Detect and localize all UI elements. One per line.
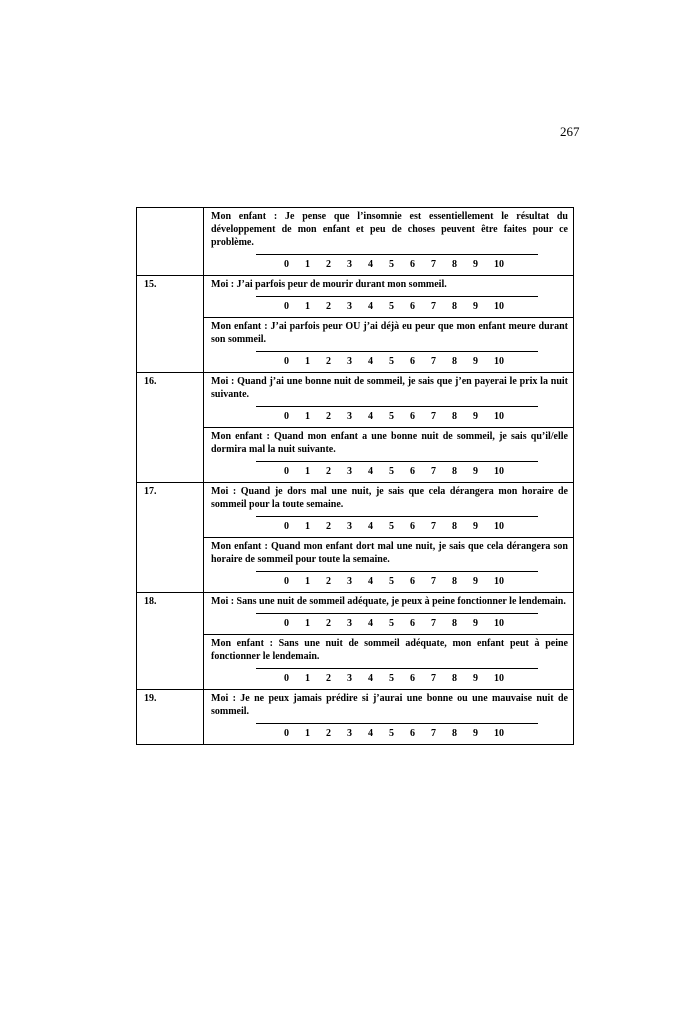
- scale-values: [284, 618, 568, 629]
- scale-value[interactable]: 10: [494, 728, 504, 739]
- scale-value[interactable]: 2: [326, 259, 331, 270]
- scale-value[interactable]: 9: [473, 466, 478, 477]
- scale-value[interactable]: 8: [452, 301, 457, 312]
- scale-value[interactable]: 4: [368, 618, 373, 629]
- statement-text: Mon enfant : Sans une nuit de sommeil adéquate, mon enfant peut à peine fonctionner le lendemain.: [211, 638, 568, 662]
- scale-value[interactable]: 6: [410, 618, 415, 629]
- scale-value[interactable]: 9: [473, 728, 478, 739]
- scale-value[interactable]: 10: [494, 466, 504, 477]
- scale-value[interactable]: 6: [410, 521, 415, 532]
- scale-value[interactable]: 8: [452, 618, 457, 629]
- statement-text: Moi : Je ne peux jamais prédire si j’aurai une bonne ou une mauvaise nuit de sommeil.: [211, 693, 568, 717]
- scale-value[interactable]: 4: [368, 301, 373, 312]
- scale-value[interactable]: 3: [347, 728, 352, 739]
- scale-line: [256, 516, 538, 517]
- scale-value[interactable]: 3: [347, 259, 352, 270]
- statement-text: Moi : J’ai parfois peur de mourir durant mon sommeil.: [211, 279, 447, 290]
- question-cell: [204, 483, 574, 593]
- scale-value[interactable]: 1: [305, 576, 310, 587]
- scale-value[interactable]: 1: [305, 301, 310, 312]
- question-item: [204, 276, 573, 317]
- rating-scale: [211, 571, 568, 587]
- scale-values: [284, 259, 568, 270]
- question-row: [137, 208, 574, 276]
- scale-value[interactable]: 2: [326, 301, 331, 312]
- scale-value[interactable]: 0: [284, 356, 289, 367]
- scale-value[interactable]: 0: [284, 301, 289, 312]
- question-row: [137, 593, 574, 690]
- scale-value[interactable]: 2: [326, 576, 331, 587]
- scale-value[interactable]: 6: [410, 728, 415, 739]
- scale-values: [284, 521, 568, 532]
- scale-values: [284, 673, 568, 684]
- scale-line: [256, 351, 538, 352]
- scale-value[interactable]: 3: [347, 301, 352, 312]
- scale-value[interactable]: 7: [431, 259, 436, 270]
- scale-value[interactable]: 5: [389, 576, 394, 587]
- scale-value[interactable]: 9: [473, 356, 478, 367]
- rating-scale: [211, 461, 568, 477]
- scale-value[interactable]: 5: [389, 356, 394, 367]
- scale-value[interactable]: 10: [494, 301, 504, 312]
- scale-value[interactable]: 10: [494, 356, 504, 367]
- rating-scale: [211, 406, 568, 422]
- question-cell: [204, 373, 574, 483]
- rating-scale: [211, 296, 568, 312]
- question-number: 19.: [137, 690, 204, 745]
- scale-value[interactable]: 9: [473, 259, 478, 270]
- scale-value[interactable]: 2: [326, 618, 331, 629]
- scale-value[interactable]: 9: [473, 618, 478, 629]
- scale-value[interactable]: 0: [284, 576, 289, 587]
- scale-values: [284, 576, 568, 587]
- scale-value[interactable]: 3: [347, 356, 352, 367]
- scale-value[interactable]: 5: [389, 673, 394, 684]
- scale-value[interactable]: 8: [452, 356, 457, 367]
- scale-value[interactable]: 10: [494, 576, 504, 587]
- rating-scale: [211, 351, 568, 367]
- scale-value[interactable]: 7: [431, 576, 436, 587]
- question-item: [204, 317, 573, 372]
- scale-line: [256, 571, 538, 572]
- scale-line: [256, 613, 538, 614]
- scale-value[interactable]: 6: [410, 301, 415, 312]
- scale-value[interactable]: 2: [326, 356, 331, 367]
- scale-line: [256, 254, 538, 255]
- scale-value[interactable]: 10: [494, 411, 504, 422]
- statement-text: Mon enfant : Quand mon enfant a une bonne nuit de sommeil, je sais qu’il/elle dormira mal la nuit suivante.: [211, 431, 568, 455]
- questionnaire-table: [136, 207, 574, 745]
- scale-value[interactable]: 10: [494, 673, 504, 684]
- rating-scale: [211, 613, 568, 629]
- question-number: 17.: [137, 483, 204, 593]
- scale-value[interactable]: 6: [410, 356, 415, 367]
- question-item: [204, 427, 573, 482]
- scale-value[interactable]: 4: [368, 673, 373, 684]
- scale-value[interactable]: 3: [347, 521, 352, 532]
- scale-value[interactable]: 8: [452, 728, 457, 739]
- scale-value[interactable]: 0: [284, 259, 289, 270]
- scale-line: [256, 461, 538, 462]
- scale-value[interactable]: 2: [326, 521, 331, 532]
- scale-value[interactable]: 7: [431, 673, 436, 684]
- scale-values: [284, 301, 568, 312]
- question-cell: [204, 276, 574, 373]
- question-item: [204, 690, 573, 744]
- scale-value[interactable]: 7: [431, 618, 436, 629]
- scale-value[interactable]: 2: [326, 673, 331, 684]
- question-row: [137, 276, 574, 373]
- scale-value[interactable]: 3: [347, 618, 352, 629]
- scale-value[interactable]: 0: [284, 466, 289, 477]
- statement-text: Mon enfant : Je pense que l’insomnie est essentiellement le résultat du développement de mon enfant et peu de choses peuvent être faites pour ce problème.: [211, 211, 568, 248]
- question-cell: [204, 690, 574, 745]
- scale-value[interactable]: 0: [284, 521, 289, 532]
- scale-value[interactable]: 2: [326, 728, 331, 739]
- scale-value[interactable]: 4: [368, 411, 373, 422]
- scale-value[interactable]: 8: [452, 411, 457, 422]
- question-item: [204, 634, 573, 689]
- question-number: 15.: [137, 276, 204, 373]
- scale-value[interactable]: 6: [410, 259, 415, 270]
- scale-value[interactable]: 3: [347, 411, 352, 422]
- scale-value[interactable]: 5: [389, 259, 394, 270]
- scale-value[interactable]: 4: [368, 259, 373, 270]
- rating-scale: [211, 516, 568, 532]
- scale-value[interactable]: 7: [431, 466, 436, 477]
- question-item: [204, 208, 573, 275]
- statement-text: Mon enfant : Quand mon enfant dort mal une nuit, je sais que cela dérangera son horaire de sommeil pour toute la semaine.: [211, 541, 568, 565]
- scale-value[interactable]: 1: [305, 618, 310, 629]
- page-number: 267: [560, 124, 580, 139]
- scale-value[interactable]: 8: [452, 466, 457, 477]
- scale-value[interactable]: 3: [347, 466, 352, 477]
- question-item: [204, 593, 573, 634]
- scale-value[interactable]: 5: [389, 521, 394, 532]
- scale-value[interactable]: 8: [452, 576, 457, 587]
- statement-text: Moi : Quand j’ai une bonne nuit de sommeil, je sais que j’en payerai le prix la nuit suivante.: [211, 376, 568, 400]
- scale-values: [284, 466, 568, 477]
- scale-value[interactable]: 7: [431, 356, 436, 367]
- question-row: [137, 483, 574, 593]
- scale-value[interactable]: 9: [473, 411, 478, 422]
- scale-values: [284, 411, 568, 422]
- rating-scale: [211, 668, 568, 684]
- question-row: [137, 690, 574, 745]
- scale-value[interactable]: 4: [368, 466, 373, 477]
- scale-value[interactable]: 9: [473, 673, 478, 684]
- scale-line: [256, 406, 538, 407]
- scale-value[interactable]: 6: [410, 466, 415, 477]
- scale-values: [284, 728, 568, 739]
- scale-value[interactable]: 9: [473, 301, 478, 312]
- scale-value[interactable]: 3: [347, 576, 352, 587]
- scale-value[interactable]: 7: [431, 521, 436, 532]
- scale-value[interactable]: 5: [389, 618, 394, 629]
- question-item: [204, 537, 573, 592]
- question-cell: [204, 593, 574, 690]
- scale-line: [256, 296, 538, 297]
- scale-value[interactable]: 1: [305, 356, 310, 367]
- scale-values: [284, 356, 568, 367]
- rating-scale: [211, 254, 568, 270]
- scale-value[interactable]: 4: [368, 521, 373, 532]
- statement-text: Moi : Sans une nuit de sommeil adéquate, je peux à peine fonctionner le lendemain.: [211, 596, 566, 607]
- scale-value[interactable]: 4: [368, 356, 373, 367]
- scale-value[interactable]: 0: [284, 728, 289, 739]
- scale-value[interactable]: 8: [452, 521, 457, 532]
- scale-value[interactable]: 10: [494, 618, 504, 629]
- scale-value[interactable]: 9: [473, 521, 478, 532]
- scale-value[interactable]: 0: [284, 411, 289, 422]
- scale-value[interactable]: 5: [389, 301, 394, 312]
- scale-value[interactable]: 8: [452, 673, 457, 684]
- scale-value[interactable]: 1: [305, 673, 310, 684]
- scale-value[interactable]: 7: [431, 728, 436, 739]
- scale-value[interactable]: 4: [368, 576, 373, 587]
- scale-value[interactable]: 5: [389, 728, 394, 739]
- statement-text: Moi : Quand je dors mal une nuit, je sais que cela dérangera mon horaire de sommeil pour la toute semaine.: [211, 486, 568, 510]
- scale-value[interactable]: 3: [347, 673, 352, 684]
- scale-value[interactable]: 1: [305, 466, 310, 477]
- question-number: 18.: [137, 593, 204, 690]
- scale-value[interactable]: 2: [326, 411, 331, 422]
- question-row: [137, 373, 574, 483]
- question-item: [204, 483, 573, 537]
- scale-value[interactable]: 4: [368, 728, 373, 739]
- scale-value[interactable]: 6: [410, 576, 415, 587]
- question-cell: [204, 208, 574, 276]
- scale-value[interactable]: 1: [305, 411, 310, 422]
- scale-line: [256, 668, 538, 669]
- scale-value[interactable]: 1: [305, 521, 310, 532]
- scale-value[interactable]: 7: [431, 411, 436, 422]
- scale-value[interactable]: 2: [326, 466, 331, 477]
- question-number: [137, 208, 204, 276]
- scale-value[interactable]: 6: [410, 673, 415, 684]
- scale-value[interactable]: 1: [305, 728, 310, 739]
- scale-value[interactable]: 9: [473, 576, 478, 587]
- scale-line: [256, 723, 538, 724]
- scale-value[interactable]: 1: [305, 259, 310, 270]
- question-number: 16.: [137, 373, 204, 483]
- scale-value[interactable]: 5: [389, 411, 394, 422]
- scale-value[interactable]: 0: [284, 673, 289, 684]
- scale-value[interactable]: 0: [284, 618, 289, 629]
- scale-value[interactable]: 10: [494, 521, 504, 532]
- scale-value[interactable]: 6: [410, 411, 415, 422]
- statement-text: Mon enfant : J’ai parfois peur OU j’ai déjà eu peur que mon enfant meure durant son sommeil.: [211, 321, 568, 345]
- scale-value[interactable]: 10: [494, 259, 504, 270]
- scale-value[interactable]: 5: [389, 466, 394, 477]
- scale-value[interactable]: 7: [431, 301, 436, 312]
- question-item: [204, 373, 573, 427]
- scale-value[interactable]: 8: [452, 259, 457, 270]
- rating-scale: [211, 723, 568, 739]
